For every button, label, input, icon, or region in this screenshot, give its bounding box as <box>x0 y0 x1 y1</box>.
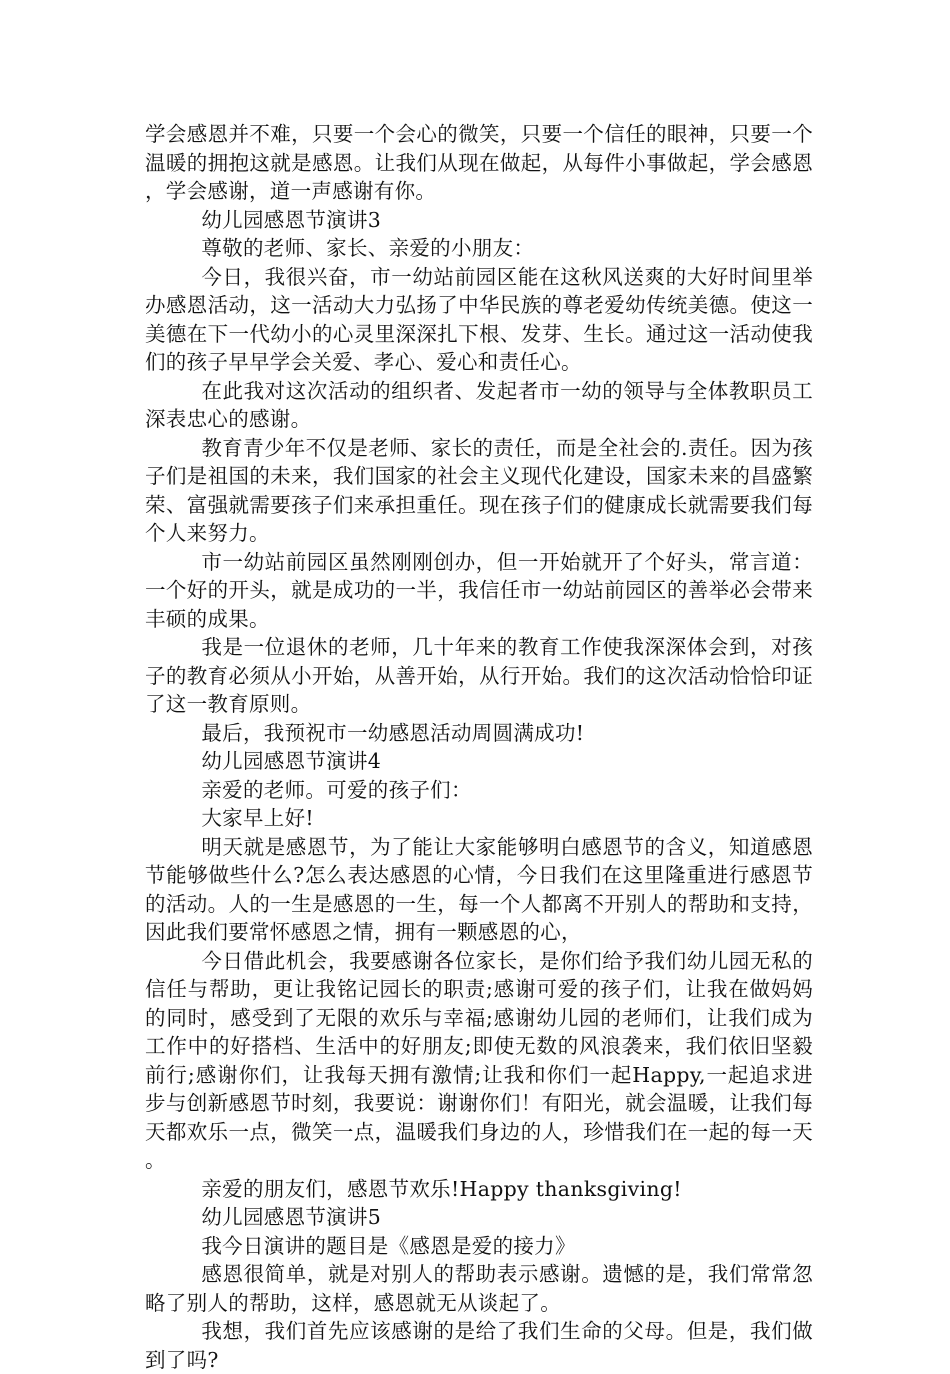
paragraph: 我是一位退休的老师，几十年来的教育工作使我深深体会到，对孩子的教育必须从小开始，从善开始，从行开始。我们的这次活动恰恰印证了这一教育原则。 <box>145 635 813 716</box>
heading-speech-3: 幼儿园感恩节演讲3 <box>201 207 382 232</box>
document-body <box>145 120 813 1374</box>
paragraph: 明天就是感恩节，为了能让大家能够明白感恩节的含义，知道感恩节能够做些什么?怎么表达感恩的心情，今日我们在这里隆重进行感恩节的活动。人的一生是感恩的一生，每一个人都离不开别人的帮助和支持，因此我们要常怀感恩之情，拥有一颗感恩的心， <box>145 834 813 944</box>
paragraph: 今日借此机会，我要感谢各位家长，是你们给予我们幼儿园无私的信任与帮助，更让我铭记园长的职责;感谢可爱的孩子们，让我在做妈妈的同时，感受到了无限的欢乐与幸福;感谢幼儿园的老师们，让我们成为工作中的好搭档、生活中的好朋友;即使无数的风浪袭来，我们依旧坚毅前行;感谢你们，让我每天拥有激情;让我和你们一起Happy,一起追求进步与创新感恩节时刻，我要说：谢谢你们！有阳光，就会温暖，让我们每天都欢乐一点，微笑一点，温暖我们身边的人，珍惜我们在一起的每一天。 <box>145 948 813 1172</box>
paragraph-intro-conclusion: 学会感恩并不难，只要一个会心的微笑，只要一个信任的眼神，只要一个温暖的拥抱这就是感恩。让我们从现在做起，从每件小事做起，学会感恩，学会感谢，道一声感谢有你。 <box>145 122 813 203</box>
paragraph: 最后，我预祝市一幼感恩活动周圆满成功! <box>201 720 585 745</box>
paragraph-greeting-3: 尊敬的老师、家长、亲爱的小朋友： <box>201 236 535 260</box>
paragraph: 亲爱的朋友们，感恩节欢乐!Happy thanksgiving! <box>201 1176 682 1201</box>
paragraph: 大家早上好! <box>201 806 314 830</box>
heading-speech-4: 幼儿园感恩节演讲4 <box>201 749 382 773</box>
paragraph: 今日，我很兴奋，市一幼站前园区能在这秋风送爽的大好时间里举办感恩活动，这一活动大力弘扬了中华民族的尊老爱幼传统美德。使这一美德在下一代幼小的心灵里深深扎下根、发芽、生长。通过这一活动使我们的孩子早早学会关爱、孝心、爱心和责任心。 <box>145 264 813 374</box>
heading-speech-5: 幼儿园感恩节演讲5 <box>201 1205 382 1229</box>
paragraph: 教育青少年不仅是老师、家长的责任，而是全社会的.责任。因为孩子们是祖国的未来，我们国家的社会主义现代化建设，国家未来的昌盛繁荣、富强就需要孩子们来承担重任。现在孩子们的健康成长就需要我们每个人来努力。 <box>145 435 813 545</box>
paragraph: 在此我对这次活动的组织者、发起者市一幼的领导与全体教职员工深表忠心的感谢。 <box>145 378 813 431</box>
paragraph: 我今日演讲的题目是《感恩是爱的接力》 <box>201 1233 576 1258</box>
paragraph-greeting-4: 亲爱的老师。可爱的孩子们： <box>201 777 472 802</box>
paragraph: 我想，我们首先应该感谢的是给了我们生命的父母。但是，我们做到了吗? <box>145 1319 813 1372</box>
paragraph: 市一幼站前园区虽然刚刚创办，但一开始就开了个好头，常言道：一个好的开头，就是成功的一半，我信任市一幼站前园区的善举必会带来丰硕的成果。 <box>145 549 813 631</box>
paragraph: 感恩很简单，就是对别人的帮助表示感谢。遗憾的是，我们常常忽略了别人的帮助，这样，感恩就无从谈起了。 <box>145 1262 813 1315</box>
